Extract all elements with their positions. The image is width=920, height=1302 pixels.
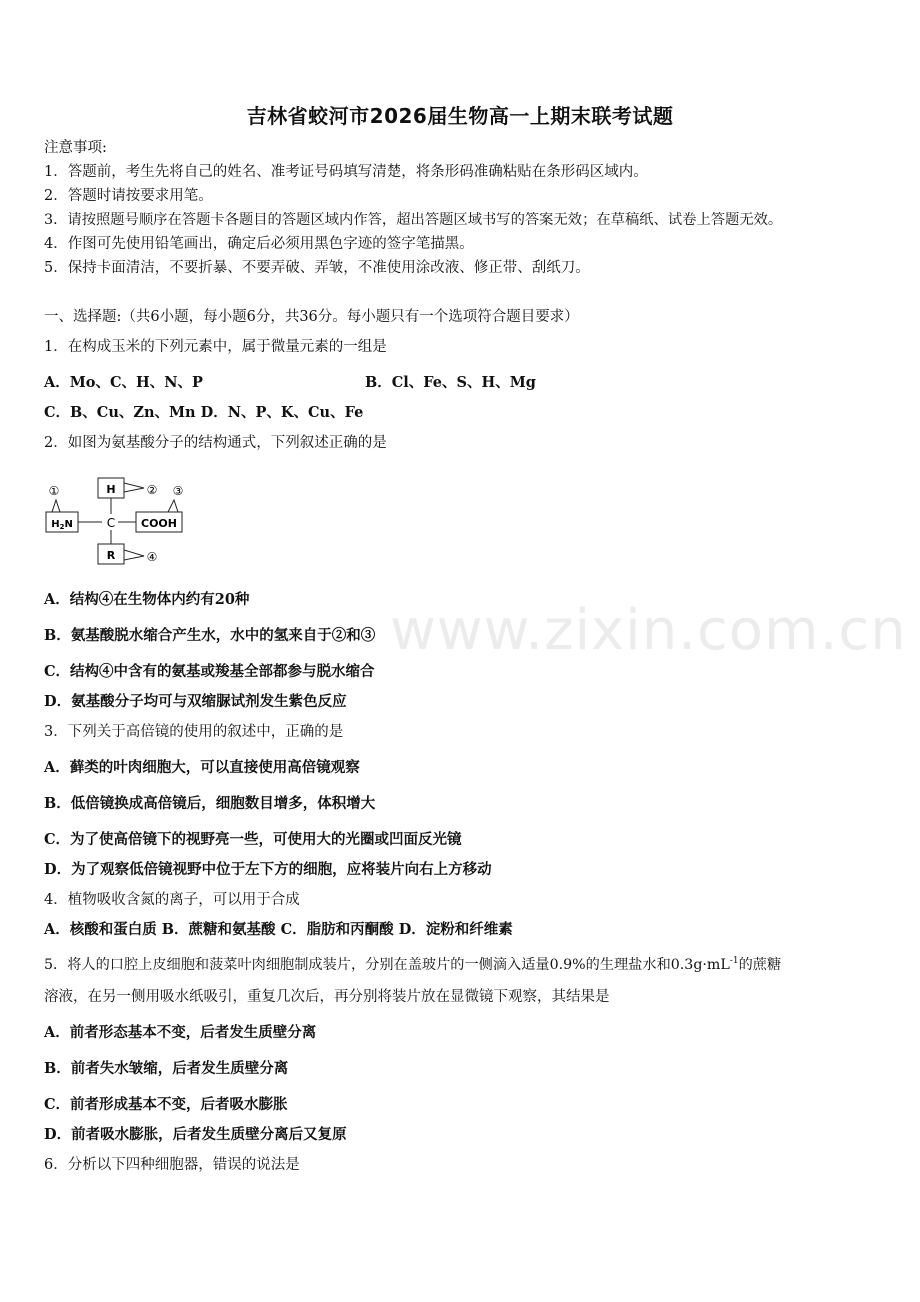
question-2-option-a: A．结构④在生物体内约有20种 — [44, 591, 250, 608]
diagram-cooh-label: COOH — [141, 517, 177, 530]
watermark: www.zixin.com.cn — [390, 598, 907, 663]
notice-item-1: 1．答题前，考生先将自己的姓名、准考证号码填写清楚，将条形码准确粘贴在条形码区域内。 — [44, 164, 648, 180]
question-5-option-b: B．前者失水皱缩，后者发生质壁分离 — [44, 1060, 289, 1077]
question-1-stem: 1．在构成玉米的下列元素中，属于微量元素的一组是 — [44, 339, 387, 355]
question-5-option-a: A．前者形态基本不变，后者发生质壁分离 — [44, 1024, 317, 1041]
notice-heading: 注意事项: — [44, 140, 107, 156]
section-heading: 一、选择题:（共6小题，每小题6分，共36分。每小题只有一个选项符合题目要求） — [44, 309, 579, 325]
amino-acid-structure-diagram — [40, 470, 200, 580]
diagram-c-label: C — [106, 516, 116, 530]
diagram-marker-1: ① — [48, 484, 60, 498]
question-3-option-b: B．低倍镜换成高倍镜后，细胞数目增多，体积增大 — [44, 795, 376, 812]
question-5-option-d: D．前者吸水膨胀，后者发生质壁分离后又复原 — [44, 1126, 347, 1143]
question-2-option-d: D．氨基酸分子均可与双缩脲试剂发生紫色反应 — [44, 693, 347, 710]
question-2-option-b: B．氨基酸脱水缩合产生水，水中的氢来自于②和③ — [44, 627, 376, 644]
question-5-stem-line-1: 5．将人的口腔上皮细胞和菠菜叶肉细胞制成装片，分别在盖玻片的一侧滴入适量0.9%的生理盐水和$0.3g\cdot mL^{-1}$的蔗糖 — [44, 956, 782, 973]
diagram-marker-2: ② — [146, 483, 158, 497]
question-4-stem: 4．植物吸收含氮的离子，可以用于合成 — [44, 892, 300, 908]
question-2-option-c: C．结构④中含有的氨基或羧基全部都参与脱水缩合 — [44, 663, 375, 680]
question-1-option-b: B．Cl、Fe、S、H、Mg — [365, 374, 536, 391]
question-3-option-d: D．为了观察低倍镜视野中位于左下方的细胞，应将装片向右上方移动 — [44, 861, 492, 878]
notice-item-5: 5．保持卡面清洁，不要折暴、不要弄破、弄皱，不准使用涂改液、修正带、刮纸刀。 — [44, 260, 590, 276]
notice-item-2: 2．答题时请按要求用笔。 — [44, 188, 213, 204]
page-title: 吉林省蛟河市2026届生物高一上期末联考试题 — [246, 104, 674, 128]
diagram-marker-3: ③ — [172, 484, 184, 498]
question-2-stem: 2．如图为氨基酸分子的结构通式，下列叙述正确的是 — [44, 435, 387, 451]
question-3-option-c: C．为了使高倍镜下的视野亮一些，可使用大的光圈或凹面反光镜 — [44, 831, 462, 848]
diagram-h-label: H — [106, 483, 116, 496]
question-6-stem: 6．分析以下四种细胞器，错误的说法是 — [44, 1157, 300, 1173]
diagram-h2n-label: $H_2N$ — [51, 519, 73, 531]
question-5-stem-line-2: 溶液，在另一侧用吸水纸吸引，重复几次后，再分别将装片放在显微镜下观察，其结果是 — [44, 989, 610, 1005]
question-1-option-cd: C．B、Cu、Zn、Mn D．N、P、K、Cu、Fe — [44, 404, 364, 421]
question-4-options: A．核酸和蛋白质 B．蔗糖和氨基酸 C．脂肪和丙酮酸 D．淀粉和纤维素 — [44, 921, 513, 938]
diagram-r-label: R — [106, 549, 116, 562]
question-3-option-a: A．藓类的叶肉细胞大，可以直接使用高倍镜观察 — [44, 759, 360, 776]
question-5-option-c: C．前者形成基本不变，后者吸水膨胀 — [44, 1096, 288, 1113]
diagram-marker-4: ④ — [146, 550, 158, 564]
question-3-stem: 3．下列关于高倍镜的使用的叙述中，正确的是 — [44, 724, 344, 740]
notice-item-3: 3．请按照题号顺序在答题卡各题目的答题区域内作答，超出答题区域书写的答案无效；在草稿纸、试卷上答题无效。 — [44, 212, 783, 228]
notice-item-4: 4．作图可先使用铅笔画出，确定后必须用黑色字迹的签字笔描黑。 — [44, 236, 474, 252]
question-1-option-a: A．Mo、C、H、N、P — [44, 374, 203, 391]
